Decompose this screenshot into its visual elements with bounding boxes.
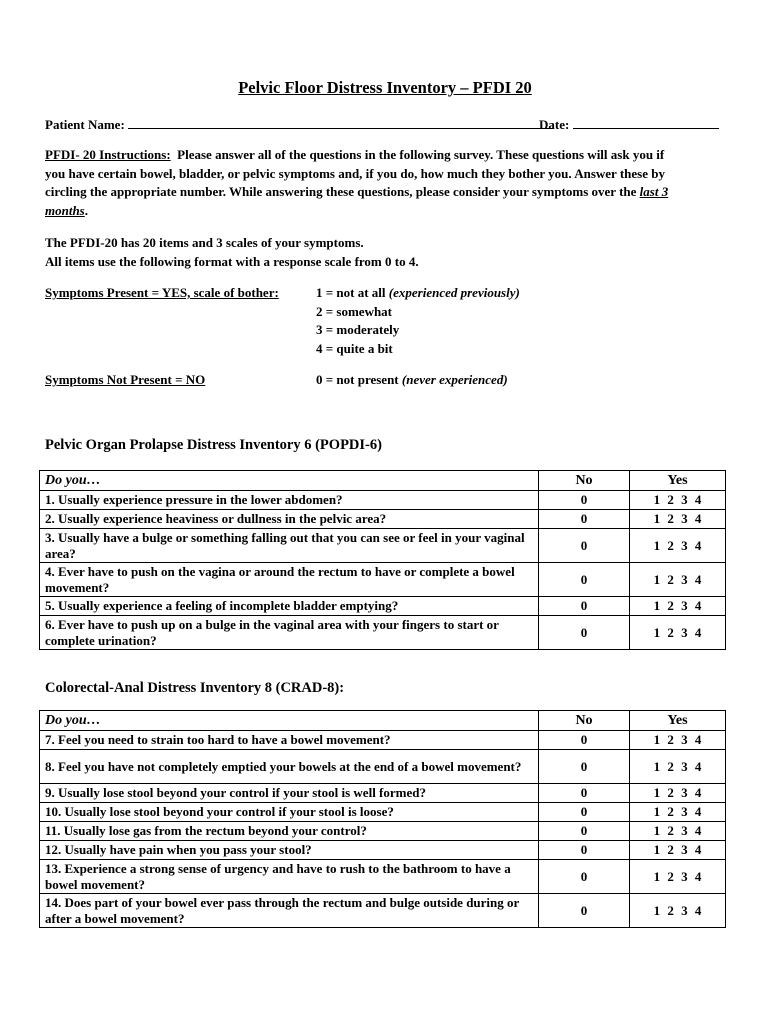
scale-item-0-wrap <box>316 371 508 390</box>
date-blank[interactable] <box>573 115 719 129</box>
crad-yes-header: Yes <box>630 711 726 731</box>
no-option[interactable]: 0 <box>539 529 630 563</box>
instructions-line-1: Please answer all of the questions in the following survey. These questions will ask you if <box>177 147 665 162</box>
popdi-table <box>39 470 726 650</box>
no-option[interactable]: 0 <box>539 597 630 616</box>
question-text: 1. Usually experience pressure in the lower abdomen? <box>40 491 539 510</box>
table-row <box>40 510 726 529</box>
yes-options[interactable]: 1 2 3 4 <box>630 616 726 650</box>
table-row <box>40 597 726 616</box>
question-text: 11. Usually lose gas from the rectum beyond your control? <box>40 822 539 841</box>
popdi-lead: Do you… <box>40 471 539 491</box>
scale-item-3: 3 = moderately <box>316 322 400 337</box>
question-text: 12. Usually have pain when you pass your stool? <box>40 841 539 860</box>
yes-options[interactable]: 1 2 3 4 <box>630 750 726 784</box>
yes-options[interactable]: 1 2 3 4 <box>630 491 726 510</box>
crad-lead: Do you… <box>40 711 539 731</box>
yes-options[interactable]: 1 2 3 4 <box>630 731 726 750</box>
table-row <box>40 803 726 822</box>
question-text: 14. Does part of your bowel ever pass through the rectum and bulge outside during or after a bowel movement? <box>40 894 539 928</box>
table-row <box>40 841 726 860</box>
yes-options[interactable]: 1 2 3 4 <box>630 860 726 894</box>
scale-item-0-note: (never experienced) <box>401 372 508 387</box>
crad-heading: Colorectal-Anal Distress Inventory 8 (CRAD-8): <box>45 680 345 696</box>
question-text: 5. Usually experience a feeling of incomplete bladder emptying? <box>40 597 539 616</box>
yes-options[interactable]: 1 2 3 4 <box>630 894 726 928</box>
question-text: 9. Usually lose stool beyond your control if your stool is well formed? <box>40 784 539 803</box>
no-option[interactable]: 0 <box>539 860 630 894</box>
patient-name-field[interactable] <box>45 115 554 133</box>
question-text: 8. Feel you have not completely emptied your bowels at the end of a bowel movement? <box>40 750 539 784</box>
no-option[interactable]: 0 <box>539 784 630 803</box>
no-option[interactable]: 0 <box>539 563 630 597</box>
date-field[interactable] <box>539 115 719 133</box>
intro-line-2: All items use the following format with a response scale from 0 to 4. <box>45 253 419 269</box>
table-row <box>40 784 726 803</box>
symptoms-not-present-label: Symptoms Not Present = NO <box>45 372 206 387</box>
table-row <box>40 491 726 510</box>
scale-item-1-note: (experienced previously) <box>388 285 520 300</box>
no-option[interactable]: 0 <box>539 750 630 784</box>
yes-options[interactable]: 1 2 3 4 <box>630 803 726 822</box>
symptoms-present-label: Symptoms Present = YES, scale of bother: <box>45 285 279 300</box>
no-option[interactable]: 0 <box>539 894 630 928</box>
no-option[interactable]: 0 <box>539 841 630 860</box>
question-text: 2. Usually experience heaviness or dullness in the pelvic area? <box>40 510 539 529</box>
yes-options[interactable]: 1 2 3 4 <box>630 510 726 529</box>
yes-options[interactable]: 1 2 3 4 <box>630 822 726 841</box>
instructions-period: . <box>84 202 88 218</box>
yes-options[interactable]: 1 2 3 4 <box>630 563 726 597</box>
table-row <box>40 563 726 597</box>
scale-item-1: 1 = not at all <box>316 285 386 300</box>
page-title: Pelvic Floor Distress Inventory – PFDI 20 <box>238 78 532 97</box>
question-text: 3. Usually have a bulge or something falling out that you can see or feel in your vaginal area? <box>40 529 539 563</box>
table-row <box>40 894 726 928</box>
crad-no-header: No <box>539 711 630 731</box>
table-header-row <box>40 471 726 491</box>
table-row <box>40 616 726 650</box>
table-row <box>40 731 726 750</box>
patient-name-blank[interactable] <box>128 115 554 129</box>
popdi-yes-header: Yes <box>630 471 726 491</box>
yes-options[interactable]: 1 2 3 4 <box>630 529 726 563</box>
yes-options[interactable]: 1 2 3 4 <box>630 841 726 860</box>
table-row <box>40 822 726 841</box>
patient-name-label: Patient Name: <box>45 117 125 132</box>
instructions <box>45 146 735 220</box>
question-text: 4. Ever have to push on the vagina or around the rectum to have or complete a bowel movement? <box>40 563 539 597</box>
no-option[interactable]: 0 <box>539 491 630 510</box>
no-option[interactable]: 0 <box>539 731 630 750</box>
yes-options[interactable]: 1 2 3 4 <box>630 597 726 616</box>
question-text: 10. Usually lose stool beyond your control if your stool is loose? <box>40 803 539 822</box>
question-text: 13. Experience a strong sense of urgency and have to rush to the bathroom to have a bowel movement? <box>40 860 539 894</box>
question-text: 6. Ever have to push up on a bulge in the vaginal area with your fingers to start or complete urination? <box>40 616 539 650</box>
scale-item-2: 2 = somewhat <box>316 303 393 319</box>
instructions-emphasis-b: months <box>45 202 85 218</box>
scale-item-0: 0 = not present <box>316 372 399 387</box>
instructions-line-3: circling the appropriate number. While answering these questions, please consider your symptoms over the <box>45 184 637 199</box>
table-header-row <box>40 711 726 731</box>
intro <box>45 234 419 271</box>
crad-table <box>39 710 726 928</box>
instructions-line-2: you have certain bowel, bladder, or pelvic symptoms and, if you do, how much they bother you. Answer these by <box>45 165 665 181</box>
instructions-heading: PFDI- 20 Instructions: <box>45 147 171 162</box>
instructions-emphasis-a: last 3 <box>639 184 669 199</box>
intro-line-1: The PFDI-20 has 20 items and 3 scales of your symptoms. <box>45 235 364 250</box>
table-row <box>40 750 726 784</box>
no-option[interactable]: 0 <box>539 822 630 841</box>
yes-options[interactable]: 1 2 3 4 <box>630 784 726 803</box>
no-option[interactable]: 0 <box>539 510 630 529</box>
date-label: Date: <box>539 117 570 132</box>
scale-list <box>316 284 520 358</box>
no-option[interactable]: 0 <box>539 803 630 822</box>
question-text: 7. Feel you need to strain too hard to have a bowel movement? <box>40 731 539 750</box>
table-row <box>40 529 726 563</box>
popdi-heading: Pelvic Organ Prolapse Distress Inventory 6 (POPDI-6) <box>45 437 382 453</box>
scale-item-4: 4 = quite a bit <box>316 340 393 356</box>
popdi-no-header: No <box>539 471 630 491</box>
no-option[interactable]: 0 <box>539 616 630 650</box>
table-row <box>40 860 726 894</box>
